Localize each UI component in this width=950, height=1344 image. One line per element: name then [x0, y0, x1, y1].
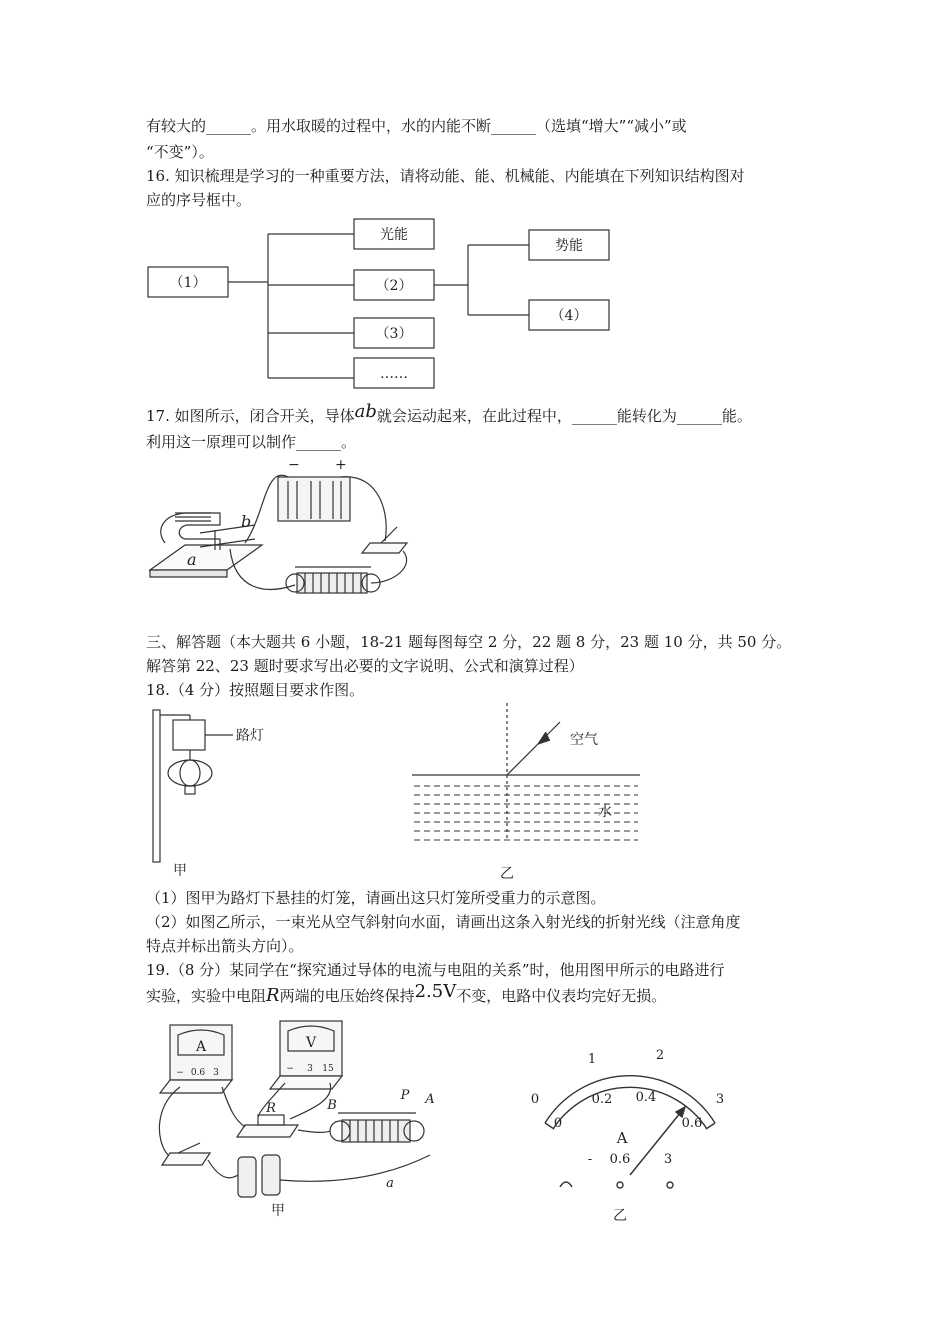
section3-line1: 三、解答题（本大题共 6 小题，18-21 题每图每空 2 分，22 题 8 分，23 题 10 分，共 50 分。 [146, 633, 792, 651]
wire-a-label: a [386, 1176, 394, 1191]
q17-text-a: 17. 如图所示，闭合开关，导体 [146, 407, 355, 425]
dial-terminal-3: 3 [663, 1152, 673, 1167]
fig-yi-caption: 乙 [500, 866, 514, 882]
rheostat-icon [297, 573, 367, 593]
q18-p1: （1）图甲为路灯下悬挂的灯笼，请画出这只灯笼所受重力的示意图。 [146, 889, 606, 907]
ammeter-terminal-06: 0.6 [190, 1068, 206, 1078]
q19-line2 [146, 981, 667, 1006]
q15-line2: “不变”）。 [146, 143, 214, 161]
dial-outer-1: 1 [587, 1052, 597, 1067]
q15-line1: 有较大的______。用水取暖的过程中，水的内能不断______（选填“增大”“减小”或 [146, 117, 687, 135]
voltmeter-terminal-minus: − [286, 1064, 294, 1074]
dial-pointer [630, 1107, 685, 1175]
water-label: 水 [598, 804, 612, 820]
rheostat-icon [342, 1120, 410, 1142]
dial-unit-label: A [616, 1129, 628, 1147]
switch-icon [162, 1153, 210, 1165]
q19-ammeter-dial [520, 1045, 750, 1225]
switch-icon [362, 543, 407, 553]
ammeter-label: A [195, 1039, 207, 1055]
q16-label-light: 光能 [380, 227, 408, 243]
voltmeter-terminal-15: 15 [322, 1064, 334, 1074]
resistor-R-label: R [266, 1101, 276, 1116]
dial-inner-02: 0.2 [591, 1092, 613, 1107]
incident-ray [507, 722, 560, 775]
air-label: 空气 [570, 732, 598, 748]
rheostat-B-label: B [327, 1098, 337, 1113]
q17-motor-figure [145, 455, 425, 610]
conductor-b-label: b [241, 512, 252, 531]
lamp-pole [153, 710, 160, 862]
terminal-left-icon [560, 1182, 572, 1187]
q16-label-3: （3） [375, 326, 413, 342]
dial-outer-0: 0 [530, 1092, 540, 1107]
rheostat-A-label: A [425, 1092, 435, 1107]
q19-text-c: 不变，电路中仪表均完好无损。 [456, 987, 667, 1005]
fig-jia-caption: 甲 [173, 863, 187, 879]
lantern-icon [168, 760, 212, 786]
terminal-mid-icon [617, 1182, 623, 1188]
q18-fig-jia [145, 705, 280, 880]
dial-outer-2: 2 [655, 1048, 665, 1063]
q17-text-b: 就会运动起来，在此过程中，______能转化为______能。 [376, 407, 752, 425]
resistor-icon [237, 1125, 298, 1137]
q16-label-more: …… [380, 366, 408, 382]
street-lamp-icon [173, 720, 205, 750]
q18-title: 18.（4 分）按照题目要求作图。 [146, 681, 365, 699]
q16-label-potential: 势能 [555, 238, 583, 254]
q16-label-root: （1） [169, 275, 207, 291]
battery-icon [278, 477, 350, 521]
voltmeter-label: V [305, 1035, 317, 1051]
dial-terminal-06: 0.6 [609, 1152, 631, 1167]
q18-p2-line2: 特点并标出箭头方向）。 [146, 937, 304, 955]
dial-inner-0: 0 [553, 1116, 563, 1131]
q19-text-a: 实验，实验中电阻 [146, 987, 267, 1005]
fig-yi-caption: 乙 [613, 1208, 627, 1224]
q17-line1 [146, 401, 752, 426]
q16-knowledge-diagram [140, 212, 620, 397]
terminal-right-icon [667, 1182, 673, 1188]
q16-label-2: （2） [375, 278, 413, 294]
lamp-label: 路灯 [236, 728, 264, 744]
q16-label-4: （4） [550, 308, 588, 324]
q16-line2: 应的序号框中。 [146, 191, 252, 209]
q19-text-b: 两端的电压始终保持 [279, 987, 415, 1005]
ammeter-terminal-minus: − [176, 1068, 184, 1078]
q17-var-ab: ab [354, 401, 377, 422]
dial-terminal-minus: - [587, 1152, 593, 1167]
q18-fig-yi [410, 700, 650, 885]
conductor-a-label: a [187, 550, 197, 569]
q19-circuit-figure [150, 1015, 450, 1220]
fig-jia-caption: 甲 [271, 1203, 285, 1219]
rheostat-P-label: P [400, 1088, 410, 1103]
battery-icon [238, 1157, 256, 1197]
section3-line2: 解答第 22、23 题时要求写出必要的文字说明、公式和演算过程） [146, 657, 584, 675]
q16-line1: 16. 知识梳理是学习的一种重要方法，请将动能、能、机械能、内能填在下列知识结构图对 [146, 167, 745, 185]
voltmeter-terminal-3: 3 [307, 1064, 313, 1074]
dial-outer-3: 3 [715, 1092, 725, 1107]
battery-plus-label: + [335, 457, 347, 473]
dial-inner-06: 0.6 [681, 1116, 703, 1131]
battery-minus-label: − [288, 457, 300, 473]
q19-var-R: R [266, 985, 280, 1006]
dial-inner-04: 0.4 [635, 1090, 657, 1105]
q18-p2-line1: （2）如图乙所示，一束光从空气斜射向水面，请画出这条入射光线的折射光线（注意角度 [146, 913, 741, 931]
ammeter-terminal-3: 3 [213, 1068, 219, 1078]
q19-line1: 19.（8 分）某同学在“探究通过导体的电流与电阻的关系”时，他用图甲所示的电路进行 [146, 961, 725, 979]
q19-voltage: 2.5V [414, 981, 457, 1002]
q17-line2: 利用这一原理可以制作______。 [146, 433, 357, 451]
